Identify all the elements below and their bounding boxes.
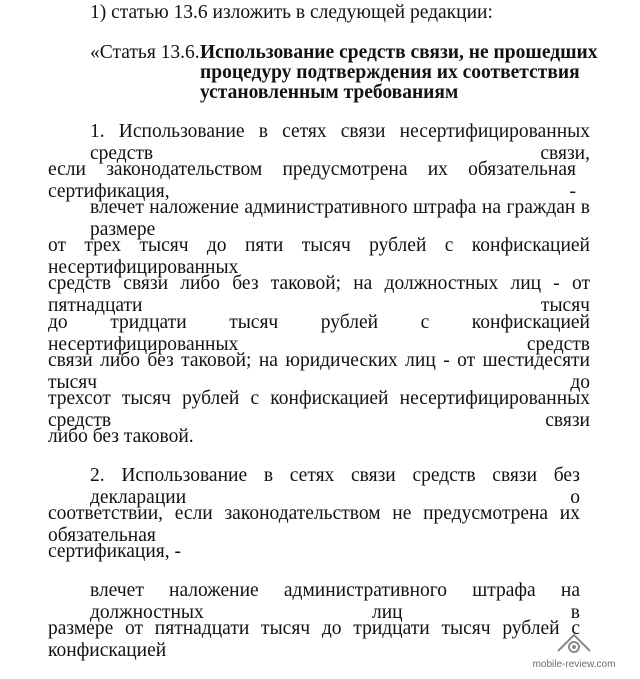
body-line: соответствии, если законодательством не предусмотрена их обязательная <box>48 503 580 546</box>
body-line: 2. Использование в сетях связи средств связи без декларации о <box>90 465 580 508</box>
body-line: влечет наложение административного штрафа на должностных лиц в <box>90 580 580 623</box>
item-intro: 1) статью 13.6 изложить в следующей редакции: <box>90 2 493 23</box>
body-line: средств связи либо без таковой; на должностных лиц - от пятнадцати тысяч <box>48 273 590 316</box>
body-line: влечет наложение административного штрафа на граждан в размере <box>90 197 590 240</box>
body-line: 1. Использование в сетях связи несертифицированных средств связи, <box>90 121 590 164</box>
body-line: от трех тысяч до пяти тысяч рублей с конфискацией несертифицированных <box>48 235 590 278</box>
mobile-review-logo-icon <box>554 631 594 657</box>
body-line: до тридцати тысяч рублей с конфискацией несертифицированных средств <box>48 312 590 355</box>
body-line: если законодательством предусмотрена их обязательная сертификация, - <box>48 159 576 202</box>
body-line: связи либо без таковой; на юридических лиц - от шестидесяти тысяч до <box>48 350 590 393</box>
body-line: либо без таковой. <box>48 426 194 447</box>
article-title-line-2: процедуру подтверждения их соответствия <box>200 62 580 83</box>
body-line: трехсот тысяч рублей с конфискацией несертифицированных средств связи <box>48 388 590 431</box>
body-line: размере от пятнадцати тысяч до тридцати тысяч рублей с конфискацией <box>48 618 580 661</box>
watermark <box>514 631 634 671</box>
body-line: сертификация, - <box>48 541 181 562</box>
article-title-line-1: Использование средств связи, не прошедших <box>200 42 598 63</box>
watermark-text: mobile-review.com <box>532 659 616 670</box>
article-title-line-3: установленным требованиям <box>200 82 459 103</box>
article-number: «Статья 13.6. <box>90 42 200 63</box>
